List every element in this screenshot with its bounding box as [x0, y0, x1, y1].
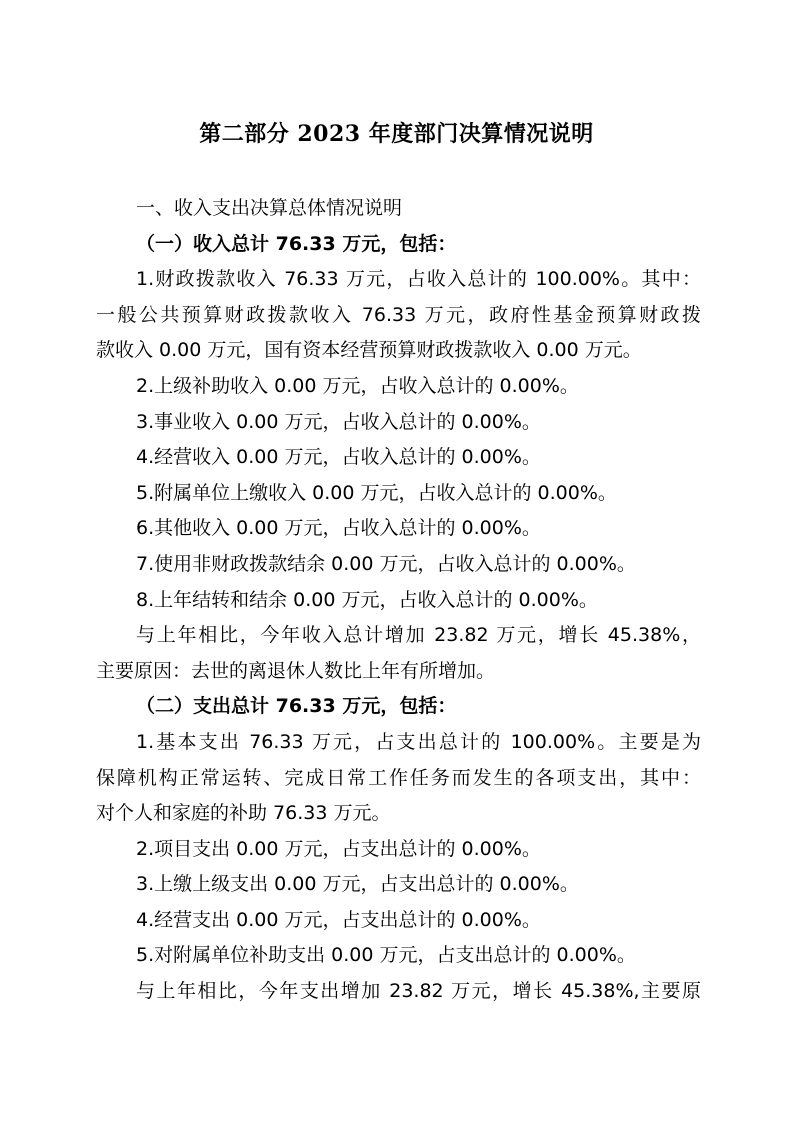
paragraph-line: 3.上缴上级支出 0.00 万元，占支出总计的 0.00%。	[136, 873, 579, 896]
paragraph-line: 3.事业收入 0.00 万元，占收入总计的 0.00%。	[136, 410, 541, 433]
paragraph-line: 6.其他收入 0.00 万元，占收入总计的 0.00%。	[136, 517, 541, 540]
paragraph-line: 主要原因：去世的离退休人数比上年有所增加。	[96, 659, 496, 682]
paragraph-line: 款收入 0.00 万元，国有资本经营预算财政拨款收入 0.00 万元。	[96, 339, 642, 362]
paragraph-line: 5.附属单位上缴收入 0.00 万元，占收入总计的 0.00%。	[136, 481, 617, 504]
paragraph-line: 与上年相比，今年支出增加 23.82 万元，增长 45.38%,主要原	[136, 980, 701, 1003]
paragraph-line: 8.上年结转和结余 0.00 万元，占收入总计的 0.00%。	[136, 588, 598, 611]
paragraph-line: 1.基本支出 76.33 万元，占支出总计的 100.00%。主要是为	[136, 730, 701, 753]
paragraph-line: 4.经营支出 0.00 万元，占支出总计的 0.00%。	[136, 908, 541, 931]
paragraph-line: 2.上级补助收入 0.00 万元，占收入总计的 0.00%。	[136, 374, 579, 397]
paragraph-line: 保障机构正常运转、完成日常工作任务而发生的各项支出，其中：	[96, 766, 701, 789]
document-body	[96, 191, 701, 1010]
subsection-heading-expenditure-total: （二）支出总计 76.33 万元，包括：	[136, 695, 457, 718]
paragraph-line: 一般公共预算财政拨款收入 76.33 万元，政府性基金预算财政拨	[96, 303, 701, 326]
paragraph-line: 与上年相比，今年收入总计增加 23.82 万元，增长 45.38%，	[136, 624, 701, 647]
paragraph-line: 7.使用非财政拨款结余 0.00 万元，占收入总计的 0.00%。	[136, 552, 636, 575]
paragraph-line: 1.财政拨款收入 76.33 万元，占收入总计的 100.00%。其中：	[136, 268, 701, 291]
section-heading-income-expenditure: 一、收入支出决算总体情况说明	[136, 197, 403, 219]
subsection-heading-income-total: （一）收入总计 76.33 万元，包括：	[136, 232, 457, 255]
paragraph-line: 对个人和家庭的补助 76.33 万元。	[96, 802, 391, 825]
paragraph-line: 2.项目支出 0.00 万元，占支出总计的 0.00%。	[136, 837, 541, 860]
paragraph-line: 5.对附属单位补助支出 0.00 万元，占支出总计的 0.00%。	[136, 944, 636, 967]
paragraph-line: 4.经营收入 0.00 万元，占收入总计的 0.00%。	[136, 446, 541, 469]
page-title: 第二部分 2023 年度部门决算情况说明	[199, 121, 594, 147]
